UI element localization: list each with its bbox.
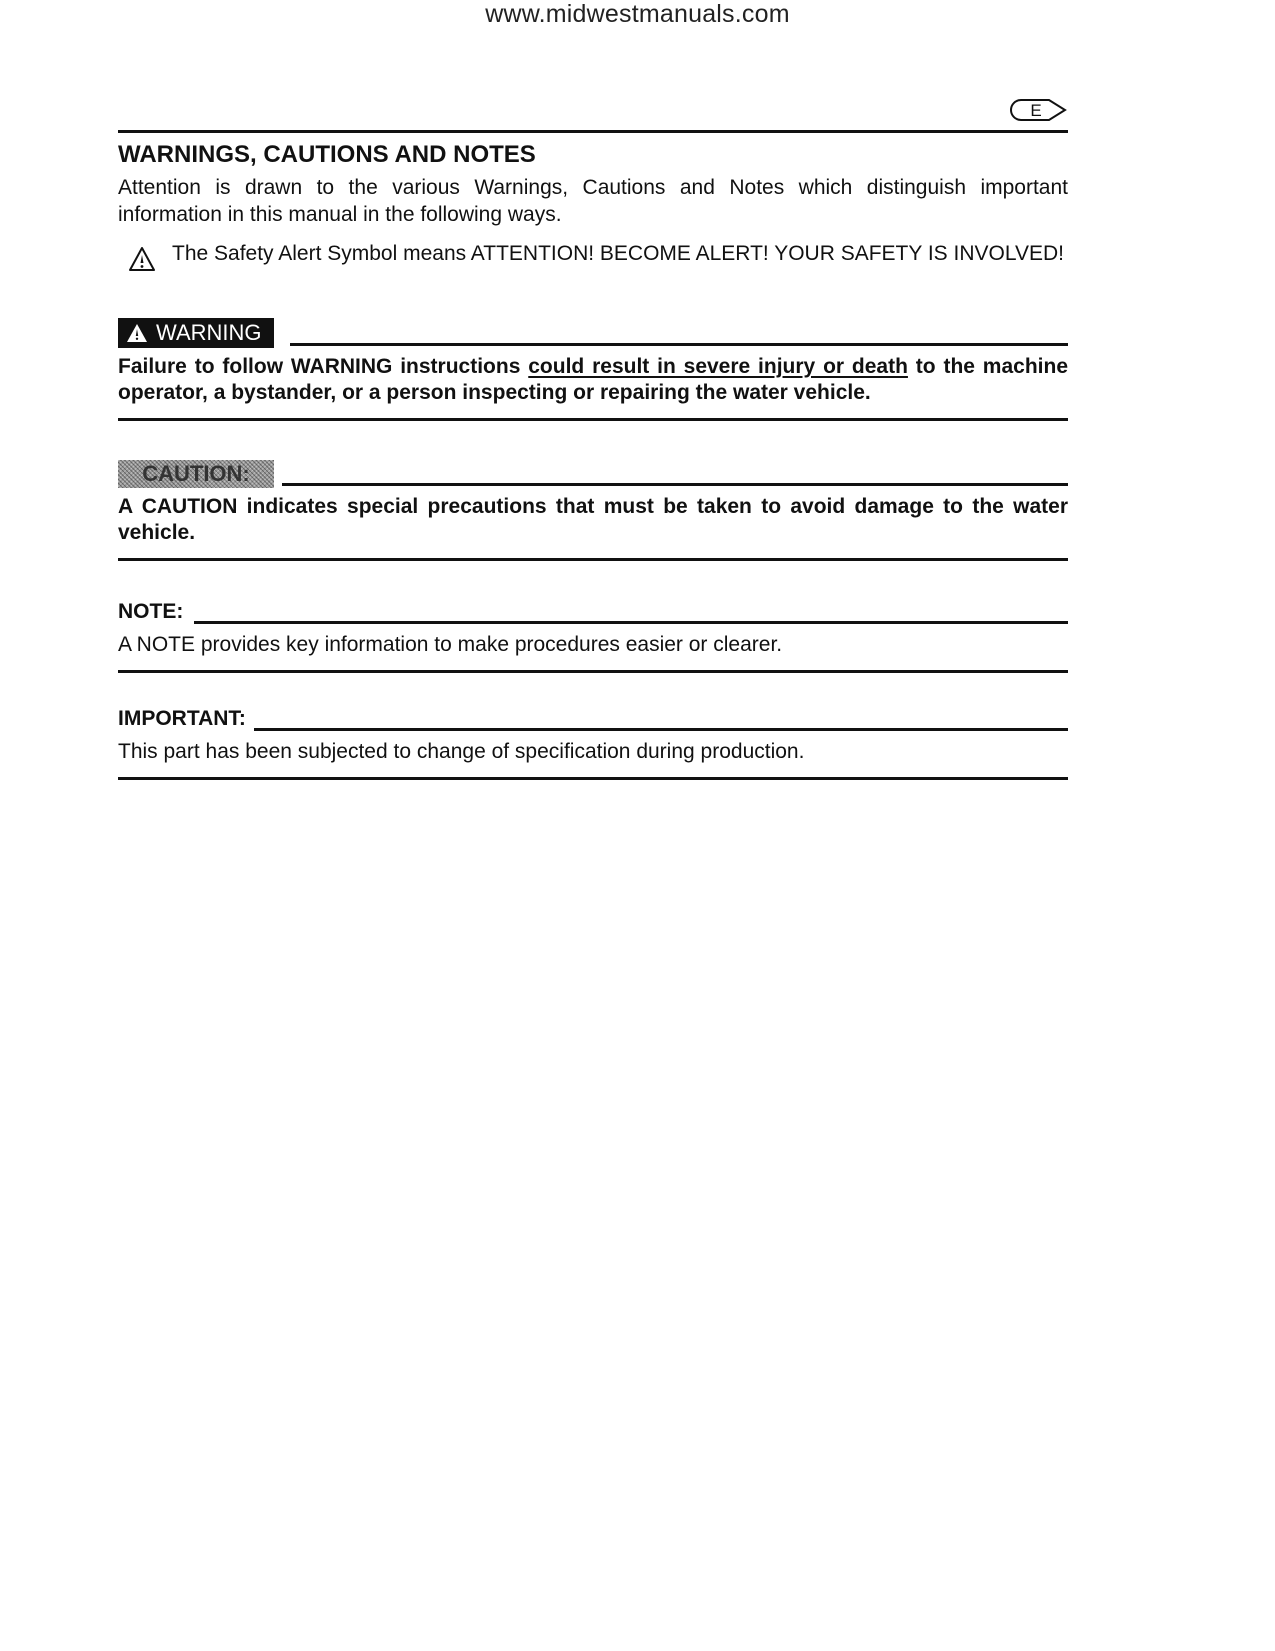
site-url: www.midwestmanuals.com bbox=[485, 0, 790, 28]
important-bottom-rule bbox=[118, 777, 1068, 780]
important-label-line bbox=[118, 703, 1068, 733]
section-intro: Attention is drawn to the various Warnings, Cautions and Notes which distinguish important information in this manual in the following ways. bbox=[118, 176, 1068, 226]
note-bottom-rule bbox=[118, 670, 1068, 673]
important-block bbox=[118, 703, 1068, 780]
caution-block bbox=[118, 452, 1068, 561]
warning-text-before: Failure to follow WARNING instructions bbox=[118, 355, 529, 378]
warning-label-rule bbox=[290, 343, 1068, 346]
warning-bottom-rule bbox=[118, 418, 1068, 421]
section-title: WARNINGS, CAUTIONS AND NOTES bbox=[118, 141, 536, 168]
warning-text bbox=[118, 354, 1068, 406]
language-badge-shape bbox=[1005, 98, 1067, 122]
language-badge bbox=[1005, 98, 1067, 122]
note-text: A NOTE provides key information to make procedures easier or clearer. bbox=[118, 633, 783, 656]
caution-label-line bbox=[118, 452, 1068, 488]
warning-label bbox=[118, 318, 274, 348]
important-label: IMPORTANT: bbox=[118, 707, 246, 730]
note-label-rule bbox=[194, 621, 1068, 624]
caution-bottom-rule bbox=[118, 558, 1068, 561]
important-label-rule bbox=[254, 728, 1068, 731]
note-block bbox=[118, 596, 1068, 673]
caution-label: CAUTION: bbox=[118, 460, 274, 488]
important-text: This part has been subjected to change of specification during production. bbox=[118, 740, 805, 763]
language-badge-letter: E bbox=[1030, 101, 1042, 120]
caution-text: A CAUTION indicates special precautions that must be taken to avoid damage to the water vehicle. bbox=[118, 495, 1068, 544]
header-rule bbox=[118, 130, 1068, 133]
safety-alert-row bbox=[128, 240, 1068, 267]
warning-label-icon bbox=[126, 323, 148, 343]
warning-triangle-icon bbox=[128, 246, 156, 272]
safety-alert-text: The Safety Alert Symbol means ATTENTION! BECOME ALERT! YOUR SAFETY IS INVOLVED! bbox=[172, 242, 1064, 265]
warning-block bbox=[118, 312, 1068, 421]
caution-label-rule bbox=[282, 483, 1068, 486]
warning-label-text: WARNING bbox=[156, 320, 262, 345]
warning-label-line bbox=[118, 312, 1068, 348]
warning-text-underlined: could result in severe injury or death bbox=[528, 355, 908, 378]
note-label: NOTE: bbox=[118, 600, 184, 623]
note-label-line bbox=[118, 596, 1068, 626]
warning-text-after: to the machine operator, a bystander, or a person inspecting or repairing the water vehicle. bbox=[118, 355, 1069, 404]
